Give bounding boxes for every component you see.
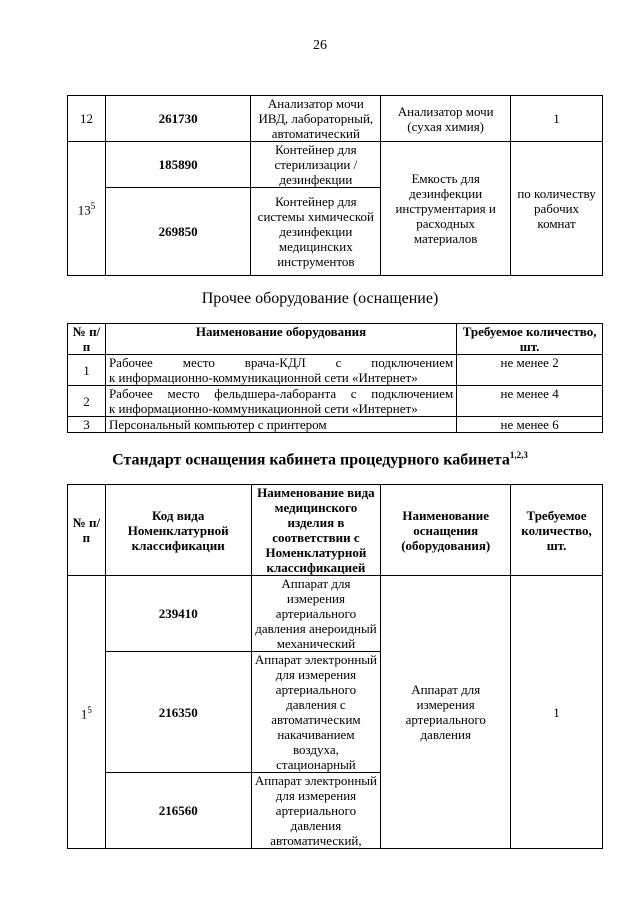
header-number: № п/п [68, 485, 106, 576]
row-number: $1^5$ [68, 576, 106, 849]
table-row [68, 355, 603, 386]
header-quantity: Требуемое количество, шт. [457, 324, 603, 355]
procedure-room-table [67, 484, 603, 849]
section-title-standard: Стандарт оснащения кабинета процедурного кабинета$^{1,2,3}$ [112, 450, 528, 469]
row-number: 3 [68, 417, 106, 433]
table-row [68, 142, 603, 188]
row-number: 1 [68, 355, 106, 386]
device-name: Аппарат электронный для измерения артериального давления с автоматическим накачиванием воздуха, стационарный [251, 652, 381, 773]
equipment-name: Анализатор мочи (сухая химия) [381, 96, 511, 142]
other-equipment-table [67, 323, 603, 433]
device-name: Аппарат для измерения артериального давления анероидный механический [251, 576, 381, 652]
header-number: № п/п [68, 324, 106, 355]
header-equipment: Наименование оснащения (оборудования) [381, 485, 511, 576]
section-title-other: Прочее оборудование (оснащение) [201, 290, 439, 307]
quantity: 1 [511, 576, 603, 849]
table-header-row [68, 485, 603, 576]
nomenclature-code: 239410 [105, 576, 251, 652]
nomenclature-code: 185890 [105, 142, 251, 188]
equipment-name: Рабочее место врача-КДЛ с подключением к информационно-коммуникационной сети «Интернет» [105, 355, 456, 386]
table-header-row [68, 324, 603, 355]
equipment-name: Рабочее место фельдшера-лаборанта с подключением к информационно-коммуникационной сети «Интернет» [105, 386, 456, 417]
equipment-name: Емкость для дезинфекции инструментария и расходных материалов [381, 142, 511, 276]
device-name: Контейнер для системы химической дезинфекции медицинских инструментов [251, 188, 381, 276]
row-number: 2 [68, 386, 106, 417]
device-name: Контейнер для стерилизации /дезинфекции [251, 142, 381, 188]
header-quantity: Требуемое количество, шт. [511, 485, 603, 576]
equipment-name: Аппарат для измерения артериального давления [381, 576, 511, 849]
equipment-name: Персональный компьютер с принтером [105, 417, 456, 433]
table-row [68, 96, 603, 142]
table-row [68, 386, 603, 417]
quantity: не менее 2 [457, 355, 603, 386]
quantity: не менее 4 [457, 386, 603, 417]
quantity: 1 [511, 96, 603, 142]
quantity: по количеству рабочих комнат [511, 142, 603, 276]
quantity: не менее 6 [457, 417, 603, 433]
footnote-mark: 5 [90, 201, 96, 212]
device-name: Аппарат электронный для измерения артериального давления автоматический, [251, 773, 381, 849]
footnote-mark: 5 [87, 704, 92, 715]
row-number: 12 [68, 96, 106, 142]
header-equipment-name: Наименование оборудования [105, 324, 456, 355]
header-code: Код вида Номенклатурной классификации [105, 485, 251, 576]
equipment-table-continued [67, 95, 603, 276]
page-number: 26 [313, 38, 327, 53]
nomenclature-code: 269850 [105, 188, 251, 276]
nomenclature-code: 216350 [105, 652, 251, 773]
nomenclature-code: 216560 [105, 773, 251, 849]
table-row [68, 417, 603, 433]
nomenclature-code: 261730 [105, 96, 251, 142]
header-device-name: Наименование вида медицинского изделия в соответствии с Номенклатурной классификацией [251, 485, 381, 576]
row-number: $13^5$ [68, 142, 106, 276]
device-name: Анализатор мочи ИВД, лабораторный, автоматический [251, 96, 381, 142]
table-row [68, 576, 603, 652]
footnote-mark: 1,2,3 [509, 450, 528, 460]
